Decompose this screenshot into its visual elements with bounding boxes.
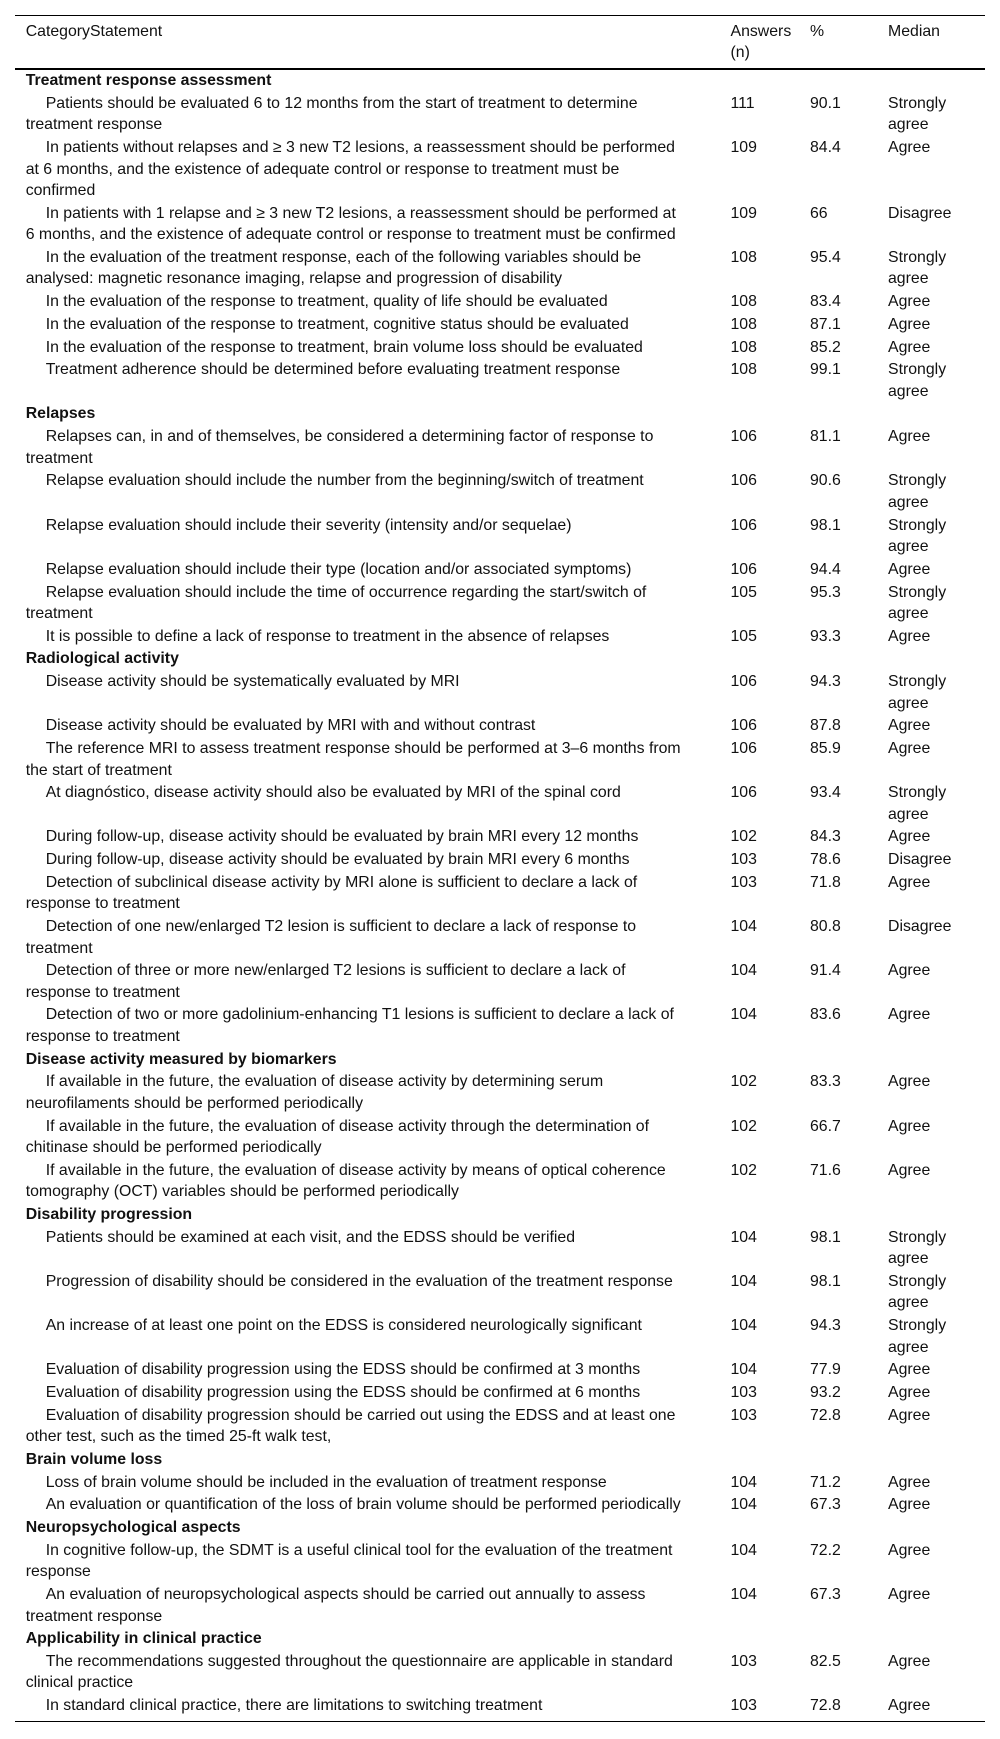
table-row (15, 782, 985, 826)
percent-cell: 83.4 (810, 293, 841, 311)
percent-cell: 83.6 (810, 1006, 841, 1024)
table-row (15, 514, 985, 558)
header-percent: % (800, 15, 877, 70)
answers-cell: 105 (730, 627, 757, 645)
statement-cell: Patients should be examined at each visit, and the EDSS should be verified (45, 1228, 576, 1246)
table-row (15, 915, 985, 959)
median-cell: Strongly agree (888, 248, 947, 288)
percent-cell: 67.3 (810, 1586, 841, 1604)
statement-cell: Treatment adherence should be determined before evaluating treatment response (45, 361, 621, 379)
answers-cell: 109 (730, 204, 757, 222)
percent-cell: 98.1 (810, 1272, 841, 1290)
median-cell: Agree (888, 828, 931, 846)
table-row (15, 715, 985, 738)
statement-cell: Relapse evaluation should include the number from the beginning/switch of treatment (45, 472, 644, 490)
answers-cell: 108 (730, 248, 757, 266)
statement-cell: An evaluation of neuropsychological aspects should be carried out annually to assess treatment response (25, 1586, 646, 1625)
answers-cell: 108 (730, 361, 757, 379)
percent-cell: 82.5 (810, 1652, 841, 1670)
table-row (15, 92, 985, 136)
answers-cell: 106 (730, 560, 757, 578)
table-row (15, 1404, 985, 1448)
percent-cell: 98.1 (810, 516, 841, 534)
percent-cell: 94.3 (810, 1317, 841, 1335)
median-cell: Agree (888, 560, 931, 578)
statement-cell: Patients should be evaluated 6 to 12 months from the start of treatment to determine treatment response (25, 94, 638, 134)
statement-cell: In the evaluation of the treatment response, each of the following variables should be analysed: magnetic resonance imaging, relapse and progression of disability (25, 248, 642, 288)
table-row (15, 871, 985, 915)
table-row (15, 470, 985, 514)
percent-cell: 91.4 (810, 962, 841, 980)
table-row (15, 1004, 985, 1048)
median-cell: Agree (888, 1496, 931, 1514)
median-cell: Agree (888, 1161, 931, 1179)
answers-cell: 106 (730, 717, 757, 735)
statement-cell: An increase of at least one point on the EDSS is considered neurologically significant (45, 1317, 642, 1335)
table-row (15, 581, 985, 625)
median-cell: Strongly agree (888, 516, 947, 556)
header-row (15, 15, 985, 70)
statement-cell: During follow-up, disease activity should be evaluated by brain MRI every 12 months (45, 828, 639, 846)
table-row (15, 246, 985, 290)
percent-cell: 94.3 (810, 673, 841, 691)
table-body (15, 70, 985, 1723)
table-row (15, 671, 985, 715)
percent-cell: 72.8 (810, 1406, 841, 1424)
statement-cell: The recommendations suggested throughout the questionnaire are applicable in standard clinical practice (25, 1652, 673, 1692)
table-row (15, 826, 985, 849)
percent-cell: 90.6 (810, 472, 841, 490)
median-cell: Agree (877, 1695, 985, 1723)
answers-cell: 104 (730, 1586, 757, 1604)
answers-cell: 102 (730, 828, 757, 846)
answers-cell: 108 (730, 293, 757, 311)
answers-cell: 106 (730, 673, 757, 691)
category-label: Treatment response assessment (25, 72, 272, 90)
answers-cell: 106 (730, 516, 757, 534)
statement-cell: Evaluation of disability progression using the EDSS should be confirmed at 6 months (45, 1384, 641, 1401)
statement-cell: Relapse evaluation should include the time of occurrence regarding the start/switch of treatment (25, 583, 647, 622)
header-category-statement: CategoryStatement (15, 15, 720, 70)
table-header (15, 15, 985, 70)
percent-cell: 87.8 (810, 717, 841, 735)
median-cell: Agree (888, 1006, 931, 1024)
median-cell: Agree (888, 293, 931, 311)
header-answers: Answers (n) (720, 15, 800, 70)
percent-cell: 99.1 (810, 361, 841, 379)
median-cell: Strongly agree (888, 1228, 947, 1268)
table-row (15, 960, 985, 1004)
median-cell: Strongly agree (888, 583, 947, 622)
percent-cell: 85.2 (810, 338, 841, 356)
percent-cell: 98.1 (810, 1228, 841, 1246)
answers-cell: 106 (730, 428, 757, 446)
statement-cell: Progression of disability should be considered in the evaluation of the treatment response (45, 1272, 673, 1290)
median-cell: Agree (888, 1361, 931, 1379)
median-cell: Disagree (888, 204, 952, 222)
category-row (15, 1448, 985, 1471)
answers-cell: 103 (730, 1384, 757, 1401)
answers-cell: 103 (730, 1406, 757, 1424)
answers-cell: 102 (730, 1117, 757, 1135)
statement-cell: In the evaluation of the response to treatment, quality of life should be evaluated (45, 293, 608, 311)
statement-cell: Relapse evaluation should include their severity (intensity and/or sequelae) (45, 516, 572, 534)
category-label: Applicability in clinical practice (25, 1630, 262, 1648)
statement-cell: At diagnóstico, disease activity should also be evaluated by MRI of the spinal cord (45, 784, 621, 802)
median-cell: Strongly agree (888, 1317, 947, 1356)
statement-cell: Relapse evaluation should include their type (location and/or associated symptoms) (45, 560, 632, 578)
answers-cell: 103 (730, 851, 757, 869)
answers-cell: 108 (730, 338, 757, 356)
table-row (15, 1270, 985, 1314)
median-cell: Agree (888, 873, 931, 891)
percent-cell: 80.8 (810, 918, 841, 936)
category-row (15, 1516, 985, 1539)
statement-cell: An evaluation or quantification of the loss of brain volume should be performed periodically (45, 1496, 681, 1514)
statement-cell: Detection of two or more gadolinium-enhancing T1 lesions is sufficient to declare a lack of response to treatment (25, 1006, 674, 1045)
answers-cell: 104 (730, 1496, 757, 1514)
answers-cell: 104 (730, 1473, 757, 1491)
statement-cell: Disease activity should be evaluated by MRI with and without contrast (45, 717, 536, 735)
percent-cell: 95.4 (810, 248, 841, 266)
statement-cell: In standard clinical practice, there are limitations to switching treatment (15, 1695, 720, 1723)
statement-cell: Detection of three or more new/enlarged T2 lesions is sufficient to declare a lack of response to treatment (25, 962, 626, 1001)
table-row (15, 1583, 985, 1627)
statement-cell: In patients without relapses and ≥ 3 new T2 lesions, a reassessment should be performed at 6 months, and the existence of adequate control or response to treatment must be confirmed (25, 139, 675, 199)
percent-cell: 87.1 (810, 315, 841, 333)
percent-cell: 83.3 (810, 1073, 841, 1091)
answers-cell: 104 (730, 1272, 757, 1290)
category-row (15, 1048, 985, 1071)
category-label: Relapses (25, 405, 96, 423)
answers-cell: 104 (730, 1541, 757, 1559)
statement-cell: During follow-up, disease activity should be evaluated by brain MRI every 6 months (45, 851, 630, 869)
table-row (15, 359, 985, 403)
statement-cell: In patients with 1 relapse and ≥ 3 new T2 lesions, a reassessment should be performed at 6 months, and the existence of adequate control or response to treatment must be confirmed (25, 204, 676, 244)
answers-cell: 102 (730, 1161, 757, 1179)
percent-cell: 93.4 (810, 784, 841, 802)
median-cell: Agree (888, 338, 931, 356)
table-row (15, 1471, 985, 1494)
statement-cell: Detection of subclinical disease activity by MRI alone is sufficient to declare a lack of response to treatment (25, 873, 638, 913)
median-cell: Disagree (888, 918, 952, 936)
answers-cell: 103 (730, 873, 757, 891)
answers-cell: 104 (730, 918, 757, 936)
percent-cell: 77.9 (810, 1361, 841, 1379)
header-median: Median (877, 15, 985, 70)
answers-cell: 106 (730, 472, 757, 490)
table-row (15, 1359, 985, 1382)
percent-cell: 84.4 (810, 139, 841, 157)
category-label: Disability progression (25, 1205, 193, 1223)
table-row (15, 1539, 985, 1583)
median-cell: Strongly agree (888, 673, 947, 712)
median-cell: Agree (888, 1586, 931, 1604)
percent-cell: 85.9 (810, 740, 841, 758)
percent-cell: 71.6 (810, 1161, 841, 1179)
table-row (15, 625, 985, 648)
table-row (15, 1494, 985, 1517)
statement-cell: Disease activity should be systematically evaluated by MRI (45, 673, 460, 691)
answers-cell: 105 (730, 583, 757, 601)
table-row (15, 558, 985, 581)
table-row (15, 1650, 985, 1694)
table-row (15, 1159, 985, 1203)
answers-cell: 108 (730, 315, 757, 333)
table-row (15, 849, 985, 872)
median-cell: Agree (888, 1541, 931, 1559)
statement-cell: Detection of one new/enlarged T2 lesion is sufficient to declare a lack of response to treatment (25, 918, 637, 957)
answers-cell: 109 (730, 139, 757, 157)
statement-cell: If available in the future, the evaluation of disease activity by determining serum neurofilaments should be performed periodically (25, 1073, 604, 1112)
category-row (15, 403, 985, 426)
statement-cell: Loss of brain volume should be included in the evaluation of treatment response (45, 1473, 607, 1491)
median-cell: Strongly agree (888, 361, 947, 400)
percent-cell: 67.3 (810, 1496, 841, 1514)
percent-cell: 84.3 (810, 828, 841, 846)
statement-cell: It is possible to define a lack of response to treatment in the absence of relapses (45, 627, 610, 645)
percent-cell: 81.1 (810, 428, 841, 446)
table-row (15, 136, 985, 202)
median-cell: Agree (888, 1406, 931, 1424)
median-cell: Strongly agree (888, 1272, 947, 1312)
percent-cell: 95.3 (810, 583, 841, 601)
answers-cell: 103 (720, 1695, 800, 1723)
statement-cell: If available in the future, the evaluation of disease activity through the determination of chitinase should be performed periodically (25, 1117, 650, 1157)
statement-cell: The reference MRI to assess treatment response should be performed at 3–6 months from the start of treatment (25, 740, 681, 779)
median-cell: Strongly agree (888, 94, 947, 134)
table-row (15, 1695, 985, 1723)
percent-cell: 66.7 (810, 1117, 841, 1135)
category-label: Radiological activity (25, 650, 179, 668)
median-cell: Agree (888, 315, 931, 333)
table-row (15, 313, 985, 336)
category-row (15, 1203, 985, 1226)
answers-cell: 104 (730, 1361, 757, 1379)
answers-cell: 103 (730, 1652, 757, 1670)
answers-cell: 111 (730, 94, 755, 112)
percent-cell: 66 (810, 204, 828, 222)
category-label: Brain volume loss (25, 1450, 163, 1468)
percent-cell: 94.4 (810, 560, 841, 578)
statement-cell: Evaluation of disability progression using the EDSS should be confirmed at 3 months (45, 1361, 641, 1379)
percent-cell: 78.6 (810, 851, 841, 869)
table-row (15, 737, 985, 781)
percent-cell: 90.1 (810, 94, 841, 112)
table-row (15, 426, 985, 470)
answers-cell: 104 (730, 1006, 757, 1024)
statement-cell: In the evaluation of the response to treatment, cognitive status should be evaluated (45, 315, 629, 333)
answers-cell: 104 (730, 962, 757, 980)
statement-cell: Relapses can, in and of themselves, be considered a determining factor of response to treatment (25, 428, 654, 467)
median-cell: Agree (888, 1473, 931, 1491)
table-row (15, 1226, 985, 1270)
table-row (15, 1314, 985, 1358)
percent-cell: 71.8 (810, 873, 841, 891)
median-cell: Agree (888, 1384, 931, 1401)
median-cell: Strongly agree (888, 472, 947, 511)
answers-cell: 106 (730, 784, 757, 802)
table-row (15, 336, 985, 359)
category-label: Disease activity measured by biomarkers (25, 1050, 337, 1068)
statement-cell: In cognitive follow-up, the SDMT is a useful clinical tool for the evaluation of the treatment response (25, 1541, 673, 1581)
answers-cell: 106 (730, 740, 757, 758)
median-cell: Agree (888, 1652, 931, 1670)
median-cell: Agree (888, 428, 931, 446)
percent-cell: 72.2 (810, 1541, 841, 1559)
table-row (15, 1071, 985, 1115)
median-cell: Agree (888, 717, 931, 735)
statement-cell: If available in the future, the evaluation of disease activity by means of optical coherence tomography (OCT) variables should be performed periodically (25, 1161, 666, 1201)
percent-cell: 72.8 (800, 1695, 877, 1723)
category-row (15, 648, 985, 671)
median-cell: Agree (888, 627, 931, 645)
table-row (15, 1381, 985, 1404)
median-cell: Disagree (888, 851, 952, 869)
median-cell: Agree (888, 139, 931, 157)
consensus-table-container (15, 15, 985, 1722)
percent-cell: 93.3 (810, 627, 841, 645)
answers-cell: 104 (730, 1228, 757, 1246)
category-row (15, 1628, 985, 1651)
table-row (15, 202, 985, 246)
median-cell: Agree (888, 962, 931, 980)
table-row (15, 290, 985, 313)
table-row (15, 1115, 985, 1159)
percent-cell: 71.2 (810, 1473, 841, 1491)
consensus-table (15, 15, 985, 1722)
answers-cell: 104 (730, 1317, 757, 1335)
median-cell: Agree (888, 1073, 931, 1091)
category-label: Neuropsychological aspects (25, 1519, 241, 1537)
answers-cell: 102 (730, 1073, 757, 1091)
statement-cell: Evaluation of disability progression should be carried out using the EDSS and at least one other test, such as the timed 25-ft walk test, (25, 1406, 676, 1446)
median-cell: Agree (888, 740, 931, 758)
median-cell: Strongly agree (888, 784, 947, 823)
statement-cell: In the evaluation of the response to treatment, brain volume loss should be evaluated (45, 338, 643, 356)
median-cell: Agree (888, 1117, 931, 1135)
percent-cell: 93.2 (810, 1384, 841, 1401)
category-row (15, 70, 985, 93)
